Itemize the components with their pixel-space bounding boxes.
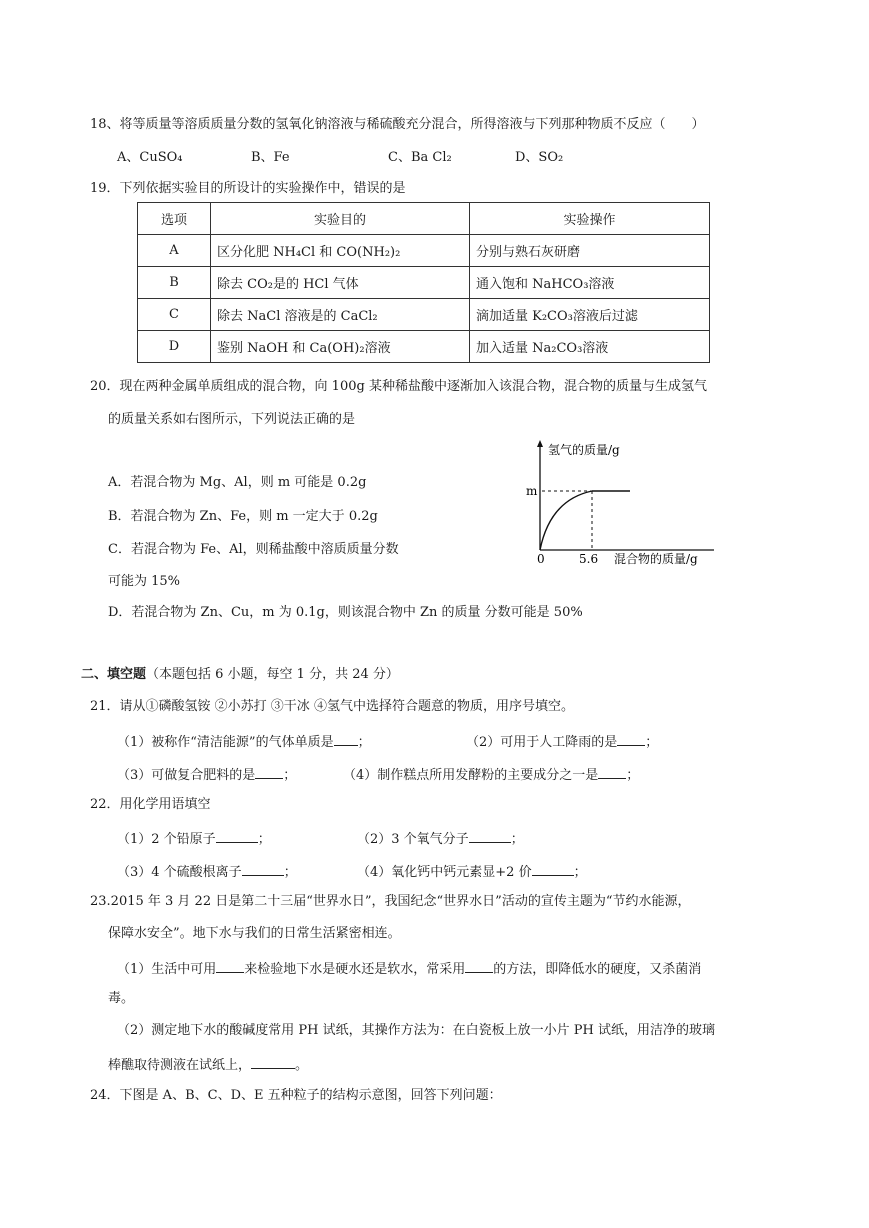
q18-option-d: D、SO₂: [515, 150, 564, 165]
table-cell-operation: 滴加适量 K₂CO₃溶液后过滤: [470, 299, 710, 331]
table-row: [138, 235, 710, 267]
hydrogen-mass-chart: [520, 438, 720, 566]
section-heading: [81, 666, 399, 684]
table-cell-purpose: 除去 NaCl 溶液是的 CaCl₂: [211, 299, 470, 331]
q19-stem: 19．下列依据实验目的所设计的实验操作中，错误的是: [90, 181, 406, 196]
q21-part1: （1）被称作“清洁能源”的气体单质是 ；: [117, 731, 371, 752]
section-title: 二、填空题: [81, 667, 147, 682]
section-note: （本题包括 6 小题，每空 1 分，共 24 分）: [146, 667, 399, 682]
q20-option-d: D．若混合物为 Zn、Cu，m 为 0.1g，则该混合物中 Zn 的质量 分数可能是 50%: [108, 605, 583, 620]
table-row: [138, 299, 710, 331]
answer-blank[interactable]: [216, 958, 244, 973]
q23-part1-cont: 毒。: [108, 991, 135, 1006]
table-header-option: 选项: [138, 203, 211, 235]
q23-part2-cont: 棒醮取待测液在试纸上， 。: [108, 1054, 308, 1075]
q19-table: [137, 202, 710, 363]
x-tick-0: 0: [537, 552, 545, 566]
q22-part2: （2）3 个氧气分子 ；: [357, 828, 524, 849]
q20-option-c-line1: C．若混合物为 Fe、Al，则稀盐酸中溶质质量分数: [108, 542, 399, 557]
answer-blank[interactable]: [532, 861, 574, 876]
q23-stem-line2: 保障水安全”。地下水与我们的日常生活紧密相连。: [108, 926, 401, 941]
answer-blank[interactable]: [255, 764, 283, 779]
table-row: [138, 331, 710, 363]
y-tick-m: m: [526, 484, 538, 498]
q24-stem: 24．下图是 A、B、C、D、E 五种粒子的结构示意图，回答下列问题：: [90, 1088, 502, 1103]
table-header-purpose: 实验目的: [211, 203, 470, 235]
q22-stem: 22．用化学用语填空: [90, 797, 211, 812]
answer-blank[interactable]: [216, 828, 258, 843]
answer-blank[interactable]: [598, 764, 626, 779]
q21-stem: 21．请从①磷酸氢铵 ②小苏打 ③干冰 ④氢气中选择符合题意的物质，用序号填空。: [90, 699, 574, 714]
q18-option-c: C、Ba Cl₂: [388, 150, 452, 165]
y-axis-label: 氢气的质量/g: [548, 443, 620, 457]
table-cell-option: C: [138, 299, 211, 331]
x-tick-5-6: 5.6: [579, 552, 599, 566]
answer-blank[interactable]: [465, 958, 493, 973]
q23-part2: （2）测定地下水的酸碱度常用 PH 试纸，其操作方法为：在白瓷板上放一小片 PH 试纸，用洁净的玻璃: [117, 1023, 715, 1038]
x-axis-label: 混合物的质量/g: [614, 552, 698, 566]
q20-option-a: A．若混合物为 Mg、Al，则 m 可能是 0.2g: [108, 475, 367, 490]
answer-blank[interactable]: [617, 731, 645, 746]
q18-option-a: A、CuSO₄: [117, 150, 183, 165]
table-cell-operation: 加入适量 Na₂CO₃溶液: [470, 331, 710, 363]
q20-stem-line2: 的质量关系如右图所示，下列说法正确的是: [108, 412, 356, 427]
y-axis-arrow: [537, 440, 543, 447]
table-cell-option: B: [138, 267, 211, 299]
table-header-operation: 实验操作: [470, 203, 710, 235]
q20-option-c-line2: 可能为 15%: [108, 574, 181, 589]
series-curve: [540, 491, 592, 550]
q20-stem-line1: 20．现在两种金属单质组成的混合物，向 100g 某种稀盐酸中逐渐加入该混合物，混合物的质量与生成氢气: [90, 379, 707, 394]
q21-part3: （3）可做复合肥料的是 ；: [117, 764, 296, 785]
table-cell-operation: 分别与熟石灰研磨: [470, 235, 710, 267]
table-cell-purpose: 除去 CO₂是的 HCl 气体: [211, 267, 470, 299]
answer-blank[interactable]: [334, 731, 358, 746]
q20-option-b: B．若混合物为 Zn、Fe，则 m 一定大于 0.2g: [108, 509, 378, 524]
table-cell-option: D: [138, 331, 211, 363]
q22-part4: （4）氧化钙中钙元素显+2 价 ；: [357, 861, 587, 882]
answer-blank[interactable]: [469, 828, 511, 843]
table-row: [138, 267, 710, 299]
q21-part4: （4）制作糕点所用发酵粉的主要成分之一是 ；: [343, 764, 639, 785]
q21-part2: （2）可用于人工降雨的是 ；: [466, 731, 658, 752]
q23-part1: （1）生活中可用 来检验地下水是硬水还是软水，常采用 的方法，即降低水的硬度，又杀菌消: [117, 958, 701, 979]
table-header-row: [138, 203, 710, 235]
q23-stem-line1: 23.2015 年 3 月 22 日是第二十三届“世界水日”，我国纪念“世界水日”活动的宣传主题为“节约水能源，: [90, 894, 691, 909]
table-cell-purpose: 鉴别 NaOH 和 Ca(OH)₂溶液: [211, 331, 470, 363]
answer-blank[interactable]: [251, 1054, 295, 1069]
table-cell-operation: 通入饱和 NaHCO₃溶液: [470, 267, 710, 299]
q22-part3: （3）4 个硫酸根离子 ；: [117, 861, 297, 882]
q18-stem: 18、将等质量等溶质质量分数的氢氧化钠溶液与稀硫酸充分混合，所得溶液与下列那种物质不反应（ ）: [90, 117, 705, 132]
q22-part1: （1）2 个铅原子 ；: [117, 828, 271, 849]
answer-blank[interactable]: [242, 861, 284, 876]
table-cell-purpose: 区分化肥 NH₄Cl 和 CO(NH₂)₂: [211, 235, 470, 267]
q18-option-b: B、Fe: [251, 150, 290, 165]
table-cell-option: A: [138, 235, 211, 267]
